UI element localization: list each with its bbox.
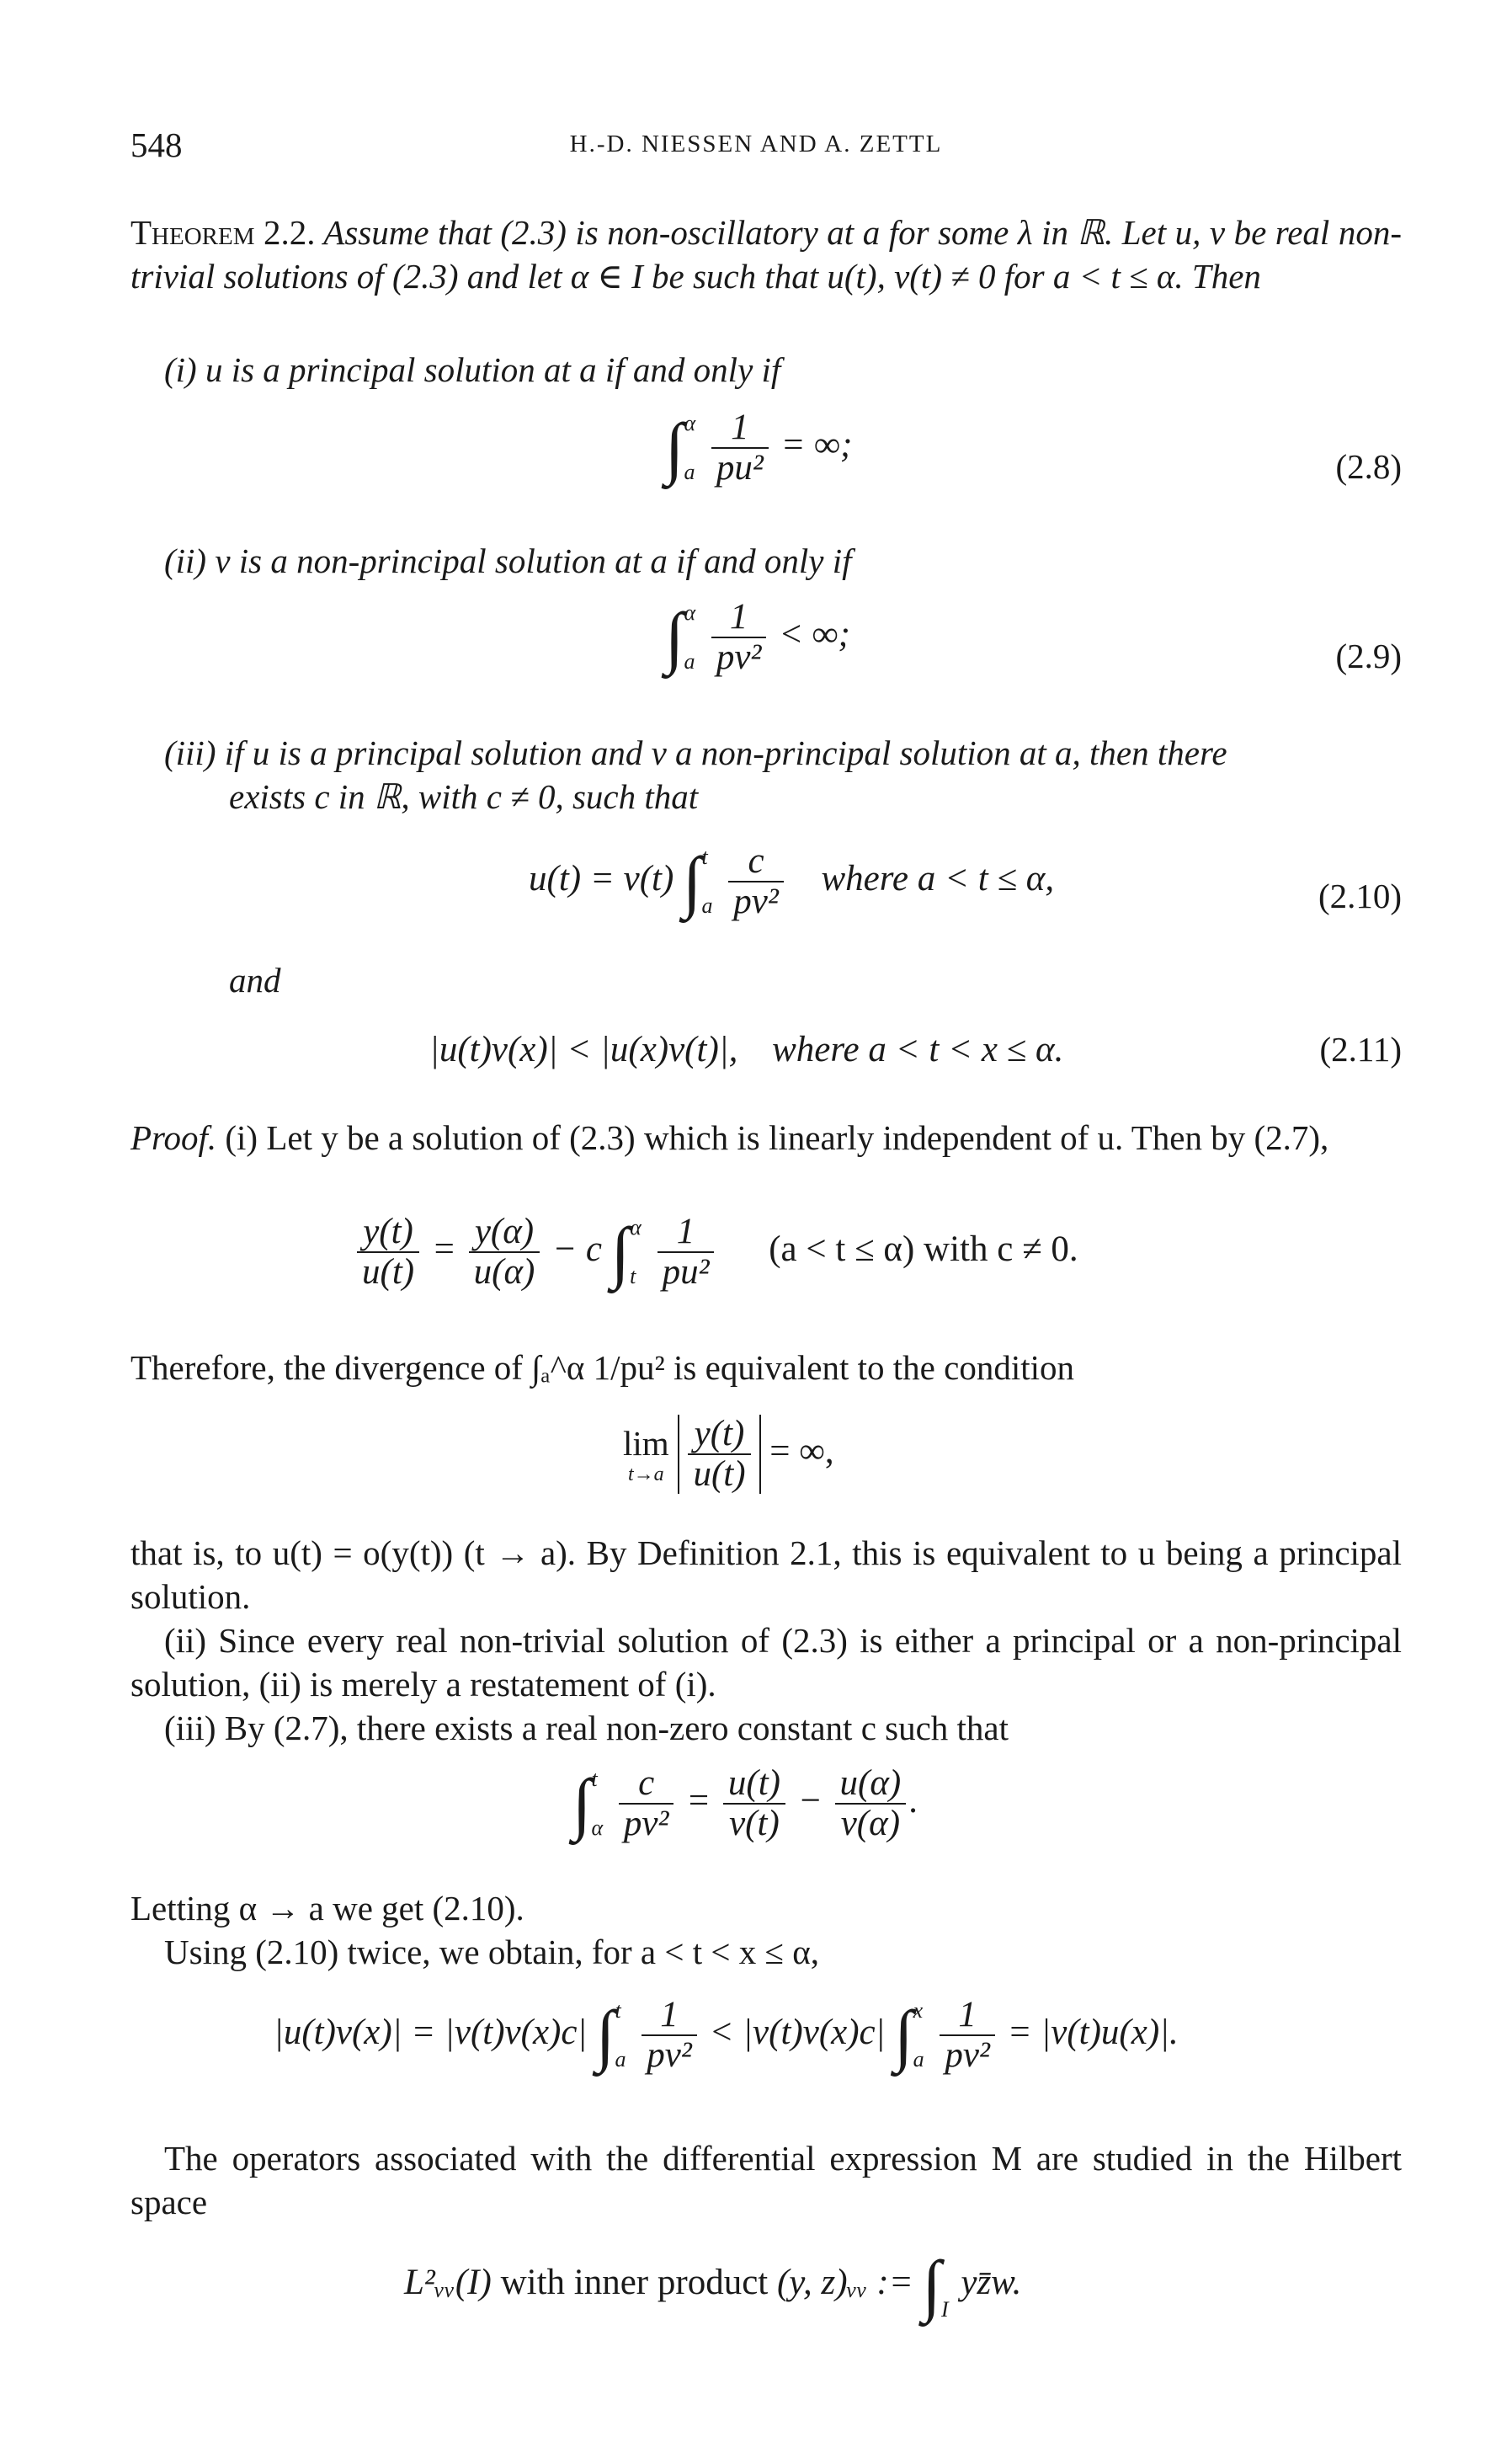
proof-paragraph-5: (iii) By (2.7), there exists a real non-zero constant c such that xyxy=(164,1709,1009,1747)
running-title: H.-D. NIESSEN AND A. ZETTL xyxy=(569,131,943,157)
proof-equation-limit: lim t→a $\frac{y(t)}{u(t)}$ = ∞, xyxy=(623,1414,834,1494)
proof-equation-final: |u(t)v(x)| = |v(t)v(x)c| ∫ t a $\frac{1}{\text{pv²}}$ < |v(t)v(x)c| ∫ x a $\frac{1}{\text{pv²}}$ = |v(t)u(x)|. xyxy=(274,1995,1179,2075)
theorem-label: Theorem 2.2. xyxy=(130,213,316,252)
proof-equation-iii: ∫ t α $\frac{c}{\text{pv²}}$ = $\frac{u(t)}{v(t)}$ − $\frac{u(\alpha)}{v(\alpha)}$ . xyxy=(572,1763,918,1843)
proof-paragraph-1: Proof. (i) Let y be a solution of (2.3) which is linearly independent of u. Then by (2.7), xyxy=(130,1118,1329,1157)
theorem-item-i: (i) u is a principal solution at a if and only if xyxy=(164,350,781,389)
proof-equation-ratio: $\frac{y(t)}{u(t)}$ = $\frac{y(\alpha)}{u(\alpha)}$ − c ∫ α t $\frac{1}{\text{pu²}}$ (a < t ≤ α) with c ≠ 0. xyxy=(354,1213,1078,1292)
equation-2-11: |u(t)v(x)| < |u(x)v(t)|, where a < t < x ≤ α. xyxy=(429,1030,1064,1069)
proof-paragraph-6: Letting α → a we get (2.10). xyxy=(130,1889,524,1927)
equation-2-10: u(t) = v(t) ∫ t a $\frac{c}{\text{pv²}}$ where a < t ≤ α, xyxy=(529,841,1055,921)
proof-paragraph-7: Using (2.10) twice, we obtain, for a < t < x ≤ α, xyxy=(164,1933,819,1971)
proof-paragraph-2: Therefore, the divergence of ∫ₐ^α 1/pu² is equivalent to the condition xyxy=(130,1348,1074,1387)
equation-number-2-8: (2.8) xyxy=(1335,447,1402,486)
hilbert-space-line: L²ᵥᵥ(I) with inner product (y, z)ᵥᵥ := ∫ I yz̄w. xyxy=(404,2247,1022,2323)
theorem-item-iii-line2: exists c in ℝ, with c ≠ 0, such that xyxy=(229,777,699,816)
equation-2-8: ∫ α a $\frac{1}{\text{pu²}}$ = ∞; xyxy=(665,408,853,488)
page-number: 548 xyxy=(130,125,183,164)
equation-2-9: ∫ α a $\frac{1}{\text{pv²}}$ < ∞; xyxy=(665,597,850,677)
closing-paragraph: The operators associated with the differential expression M are studied in the Hilbert space xyxy=(130,2139,1402,2221)
theorem-item-ii: (ii) v is a non-principal solution at a if and only if xyxy=(164,541,852,580)
equation-number-2-9: (2.9) xyxy=(1335,637,1402,675)
theorem-item-iii-line1: (iii) if u is a principal solution and v a non-principal solution at a, then there xyxy=(164,733,1227,772)
equation-number-2-10: (2.10) xyxy=(1318,877,1402,915)
equation-number-2-11: (2.11) xyxy=(1319,1030,1402,1069)
theorem-text: Assume that (2.3) is non-oscillatory at a for some λ in ℝ. Let u, v be real non-trivial solutions of (2.3) and let α ∈ I be such that u(t), v(t) ≠ 0 for a < t ≤ α. Then xyxy=(130,213,1402,296)
proof-paragraph-3: that is, to u(t) = o(y(t)) (t → a). By Definition 2.1, this is equivalent to u being a principal solution. xyxy=(130,1533,1402,1616)
proof-label: Proof. xyxy=(130,1118,217,1157)
proof-paragraph-4: (ii) Since every real non-trivial solution of (2.3) is either a principal or a non-principal solution, (ii) is merely a restatement of (i). xyxy=(130,1621,1402,1704)
and-word: and xyxy=(229,961,281,1000)
theorem-statement xyxy=(130,211,1402,298)
